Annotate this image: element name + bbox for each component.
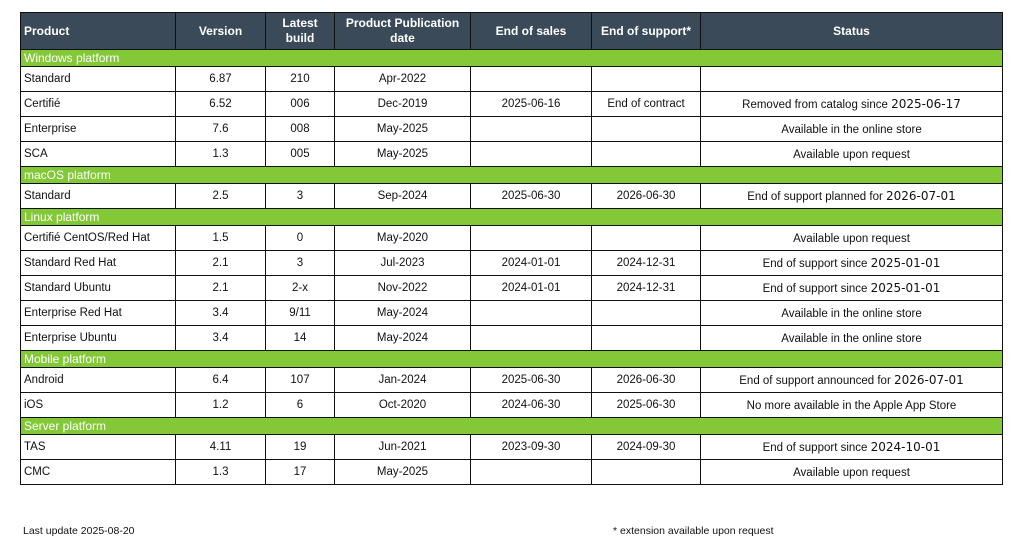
cell-end-of-sales: 2025-06-30 <box>471 368 592 393</box>
header-end-of-support: End of support* <box>592 13 701 50</box>
status-text: Removed from catalog since <box>742 99 892 111</box>
cell-status <box>701 460 1003 485</box>
cell-product: iOS <box>21 393 176 418</box>
cell-publication-date: May-2020 <box>335 226 471 251</box>
cell-end-of-sales <box>471 226 592 251</box>
cell-status <box>701 184 1003 209</box>
cell-publication-date: May-2024 <box>335 301 471 326</box>
cell-product: Enterprise Red Hat <box>21 301 176 326</box>
cell-product: Certifié <box>21 92 176 117</box>
cell-latest-build: 2-x <box>266 276 335 301</box>
cell-product: CMC <box>21 460 176 485</box>
cell-end-of-sales <box>471 142 592 167</box>
table-row <box>21 184 1003 209</box>
cell-status <box>701 226 1003 251</box>
cell-version: 3.4 <box>176 301 266 326</box>
status-text: Available upon request <box>793 149 910 161</box>
section-title: Windows platform <box>21 50 1003 67</box>
cell-product: Standard Ubuntu <box>21 276 176 301</box>
cell-end-of-sales: 2024-06-30 <box>471 393 592 418</box>
cell-end-of-support <box>592 326 701 351</box>
cell-latest-build: 0 <box>266 226 335 251</box>
cell-publication-date: Apr-2022 <box>335 67 471 92</box>
table-row <box>21 301 1003 326</box>
cell-end-of-sales: 2024-01-01 <box>471 276 592 301</box>
cell-latest-build: 005 <box>266 142 335 167</box>
status-text: Available upon request <box>793 467 910 479</box>
cell-latest-build: 107 <box>266 368 335 393</box>
cell-latest-build: 9/11 <box>266 301 335 326</box>
cell-publication-date: May-2025 <box>335 460 471 485</box>
status-text: End of support since <box>762 442 871 454</box>
cell-latest-build: 3 <box>266 251 335 276</box>
cell-status <box>701 326 1003 351</box>
last-update-note: Last update 2025-08-20 <box>23 525 135 537</box>
cell-end-of-support <box>592 142 701 167</box>
status-text: Available upon request <box>793 233 910 245</box>
table-row <box>21 117 1003 142</box>
cell-status <box>701 142 1003 167</box>
cell-end-of-sales <box>471 326 592 351</box>
cell-version: 2.1 <box>176 276 266 301</box>
cell-end-of-support <box>592 67 701 92</box>
cell-version: 6.52 <box>176 92 266 117</box>
cell-version: 1.3 <box>176 460 266 485</box>
cell-end-of-sales: 2023-09-30 <box>471 435 592 460</box>
header-publication-date-line2: date <box>390 31 415 45</box>
cell-publication-date: Nov-2022 <box>335 276 471 301</box>
cell-status <box>701 301 1003 326</box>
header-publication-date-line1: Product Publication <box>345 16 460 30</box>
cell-status <box>701 92 1003 117</box>
table-row <box>21 92 1003 117</box>
cell-end-of-support: 2024-12-31 <box>592 276 701 301</box>
status-date: 2024-10-01 <box>870 440 941 454</box>
cell-end-of-support <box>592 301 701 326</box>
cell-end-of-sales: 2024-01-01 <box>471 251 592 276</box>
cell-end-of-support <box>592 226 701 251</box>
table-row <box>21 368 1003 393</box>
cell-end-of-support: End of contract <box>592 92 701 117</box>
section-title: macOS platform <box>21 167 1003 184</box>
cell-end-of-support: 2024-09-30 <box>592 435 701 460</box>
table-body <box>21 50 1003 485</box>
table-row <box>21 393 1003 418</box>
cell-status <box>701 393 1003 418</box>
table-row <box>21 460 1003 485</box>
status-text: End of support since <box>762 283 871 295</box>
header-status: Status <box>701 13 1003 50</box>
cell-version: 6.87 <box>176 67 266 92</box>
header-row <box>21 13 1003 50</box>
cell-end-of-sales <box>471 117 592 142</box>
status-text: End of support planned for <box>747 191 886 203</box>
table-row <box>21 67 1003 92</box>
cell-version: 2.5 <box>176 184 266 209</box>
header-end-of-sales: End of sales <box>471 13 592 50</box>
cell-latest-build: 006 <box>266 92 335 117</box>
section-header-row <box>21 209 1003 226</box>
cell-end-of-sales: 2025-06-16 <box>471 92 592 117</box>
cell-product: TAS <box>21 435 176 460</box>
status-date: 2026-07-01 <box>886 189 956 203</box>
cell-publication-date: Jun-2021 <box>335 435 471 460</box>
cell-end-of-support <box>592 460 701 485</box>
table-row <box>21 226 1003 251</box>
cell-publication-date: Oct-2020 <box>335 393 471 418</box>
cell-end-of-sales <box>471 460 592 485</box>
cell-end-of-support: 2025-06-30 <box>592 393 701 418</box>
status-text: Available in the online store <box>781 333 922 345</box>
cell-version: 1.5 <box>176 226 266 251</box>
cell-latest-build: 008 <box>266 117 335 142</box>
header-product: Product <box>21 13 176 50</box>
status-text: Available in the online store <box>781 308 922 320</box>
cell-version: 6.4 <box>176 368 266 393</box>
cell-latest-build: 6 <box>266 393 335 418</box>
cell-latest-build: 210 <box>266 67 335 92</box>
cell-product: Standard <box>21 184 176 209</box>
header-latest-build: Latest build <box>266 13 335 50</box>
cell-product: Standard <box>21 67 176 92</box>
cell-publication-date: May-2025 <box>335 117 471 142</box>
status-text: End of support since <box>762 258 871 270</box>
status-date: 2025-01-01 <box>870 256 941 270</box>
cell-product: Android <box>21 368 176 393</box>
cell-latest-build: 3 <box>266 184 335 209</box>
cell-publication-date: Jul-2023 <box>335 251 471 276</box>
cell-publication-date: Sep-2024 <box>335 184 471 209</box>
cell-end-of-support: 2026-06-30 <box>592 368 701 393</box>
cell-version: 1.2 <box>176 393 266 418</box>
cell-version: 4.11 <box>176 435 266 460</box>
cell-latest-build: 14 <box>266 326 335 351</box>
cell-latest-build: 17 <box>266 460 335 485</box>
cell-version: 3.4 <box>176 326 266 351</box>
cell-end-of-support <box>592 117 701 142</box>
status-date: 2025-01-01 <box>870 281 941 295</box>
header-publication-date <box>335 13 471 50</box>
cell-publication-date: Dec-2019 <box>335 92 471 117</box>
section-title: Linux platform <box>21 209 1003 226</box>
status-text: End of support announced for <box>739 375 894 387</box>
section-title: Mobile platform <box>21 351 1003 368</box>
cell-version: 2.1 <box>176 251 266 276</box>
product-lifecycle-table <box>20 12 1003 485</box>
extension-footnote: * extension available upon request <box>613 525 774 537</box>
cell-status <box>701 276 1003 301</box>
table-row <box>21 251 1003 276</box>
cell-product: Enterprise Ubuntu <box>21 326 176 351</box>
cell-version: 1.3 <box>176 142 266 167</box>
cell-product: Enterprise <box>21 117 176 142</box>
cell-status <box>701 251 1003 276</box>
cell-version: 7.6 <box>176 117 266 142</box>
cell-publication-date: May-2024 <box>335 326 471 351</box>
status-date: 2026-07-01 <box>893 373 964 387</box>
table-row <box>21 326 1003 351</box>
cell-end-of-sales <box>471 67 592 92</box>
table-row <box>21 276 1003 301</box>
status-text: Available in the online store <box>781 124 922 136</box>
cell-status <box>701 368 1003 393</box>
cell-status <box>701 67 1003 92</box>
table-row <box>21 142 1003 167</box>
cell-end-of-support: 2024-12-31 <box>592 251 701 276</box>
cell-publication-date: Jan-2024 <box>335 368 471 393</box>
table-row <box>21 435 1003 460</box>
cell-status <box>701 435 1003 460</box>
cell-publication-date: May-2025 <box>335 142 471 167</box>
cell-status <box>701 117 1003 142</box>
cell-end-of-support: 2026-06-30 <box>592 184 701 209</box>
header-version: Version <box>176 13 266 50</box>
section-header-row <box>21 50 1003 67</box>
status-date: 2025-06-17 <box>891 97 961 111</box>
cell-end-of-sales <box>471 301 592 326</box>
cell-product: Certifié CentOS/Red Hat <box>21 226 176 251</box>
status-text: No more available in the Apple App Store <box>746 400 957 412</box>
section-header-row <box>21 351 1003 368</box>
cell-product: SCA <box>21 142 176 167</box>
section-header-row <box>21 418 1003 435</box>
cell-latest-build: 19 <box>266 435 335 460</box>
cell-product: Standard Red Hat <box>21 251 176 276</box>
section-title: Server platform <box>21 418 1003 435</box>
cell-end-of-sales: 2025-06-30 <box>471 184 592 209</box>
section-header-row <box>21 167 1003 184</box>
